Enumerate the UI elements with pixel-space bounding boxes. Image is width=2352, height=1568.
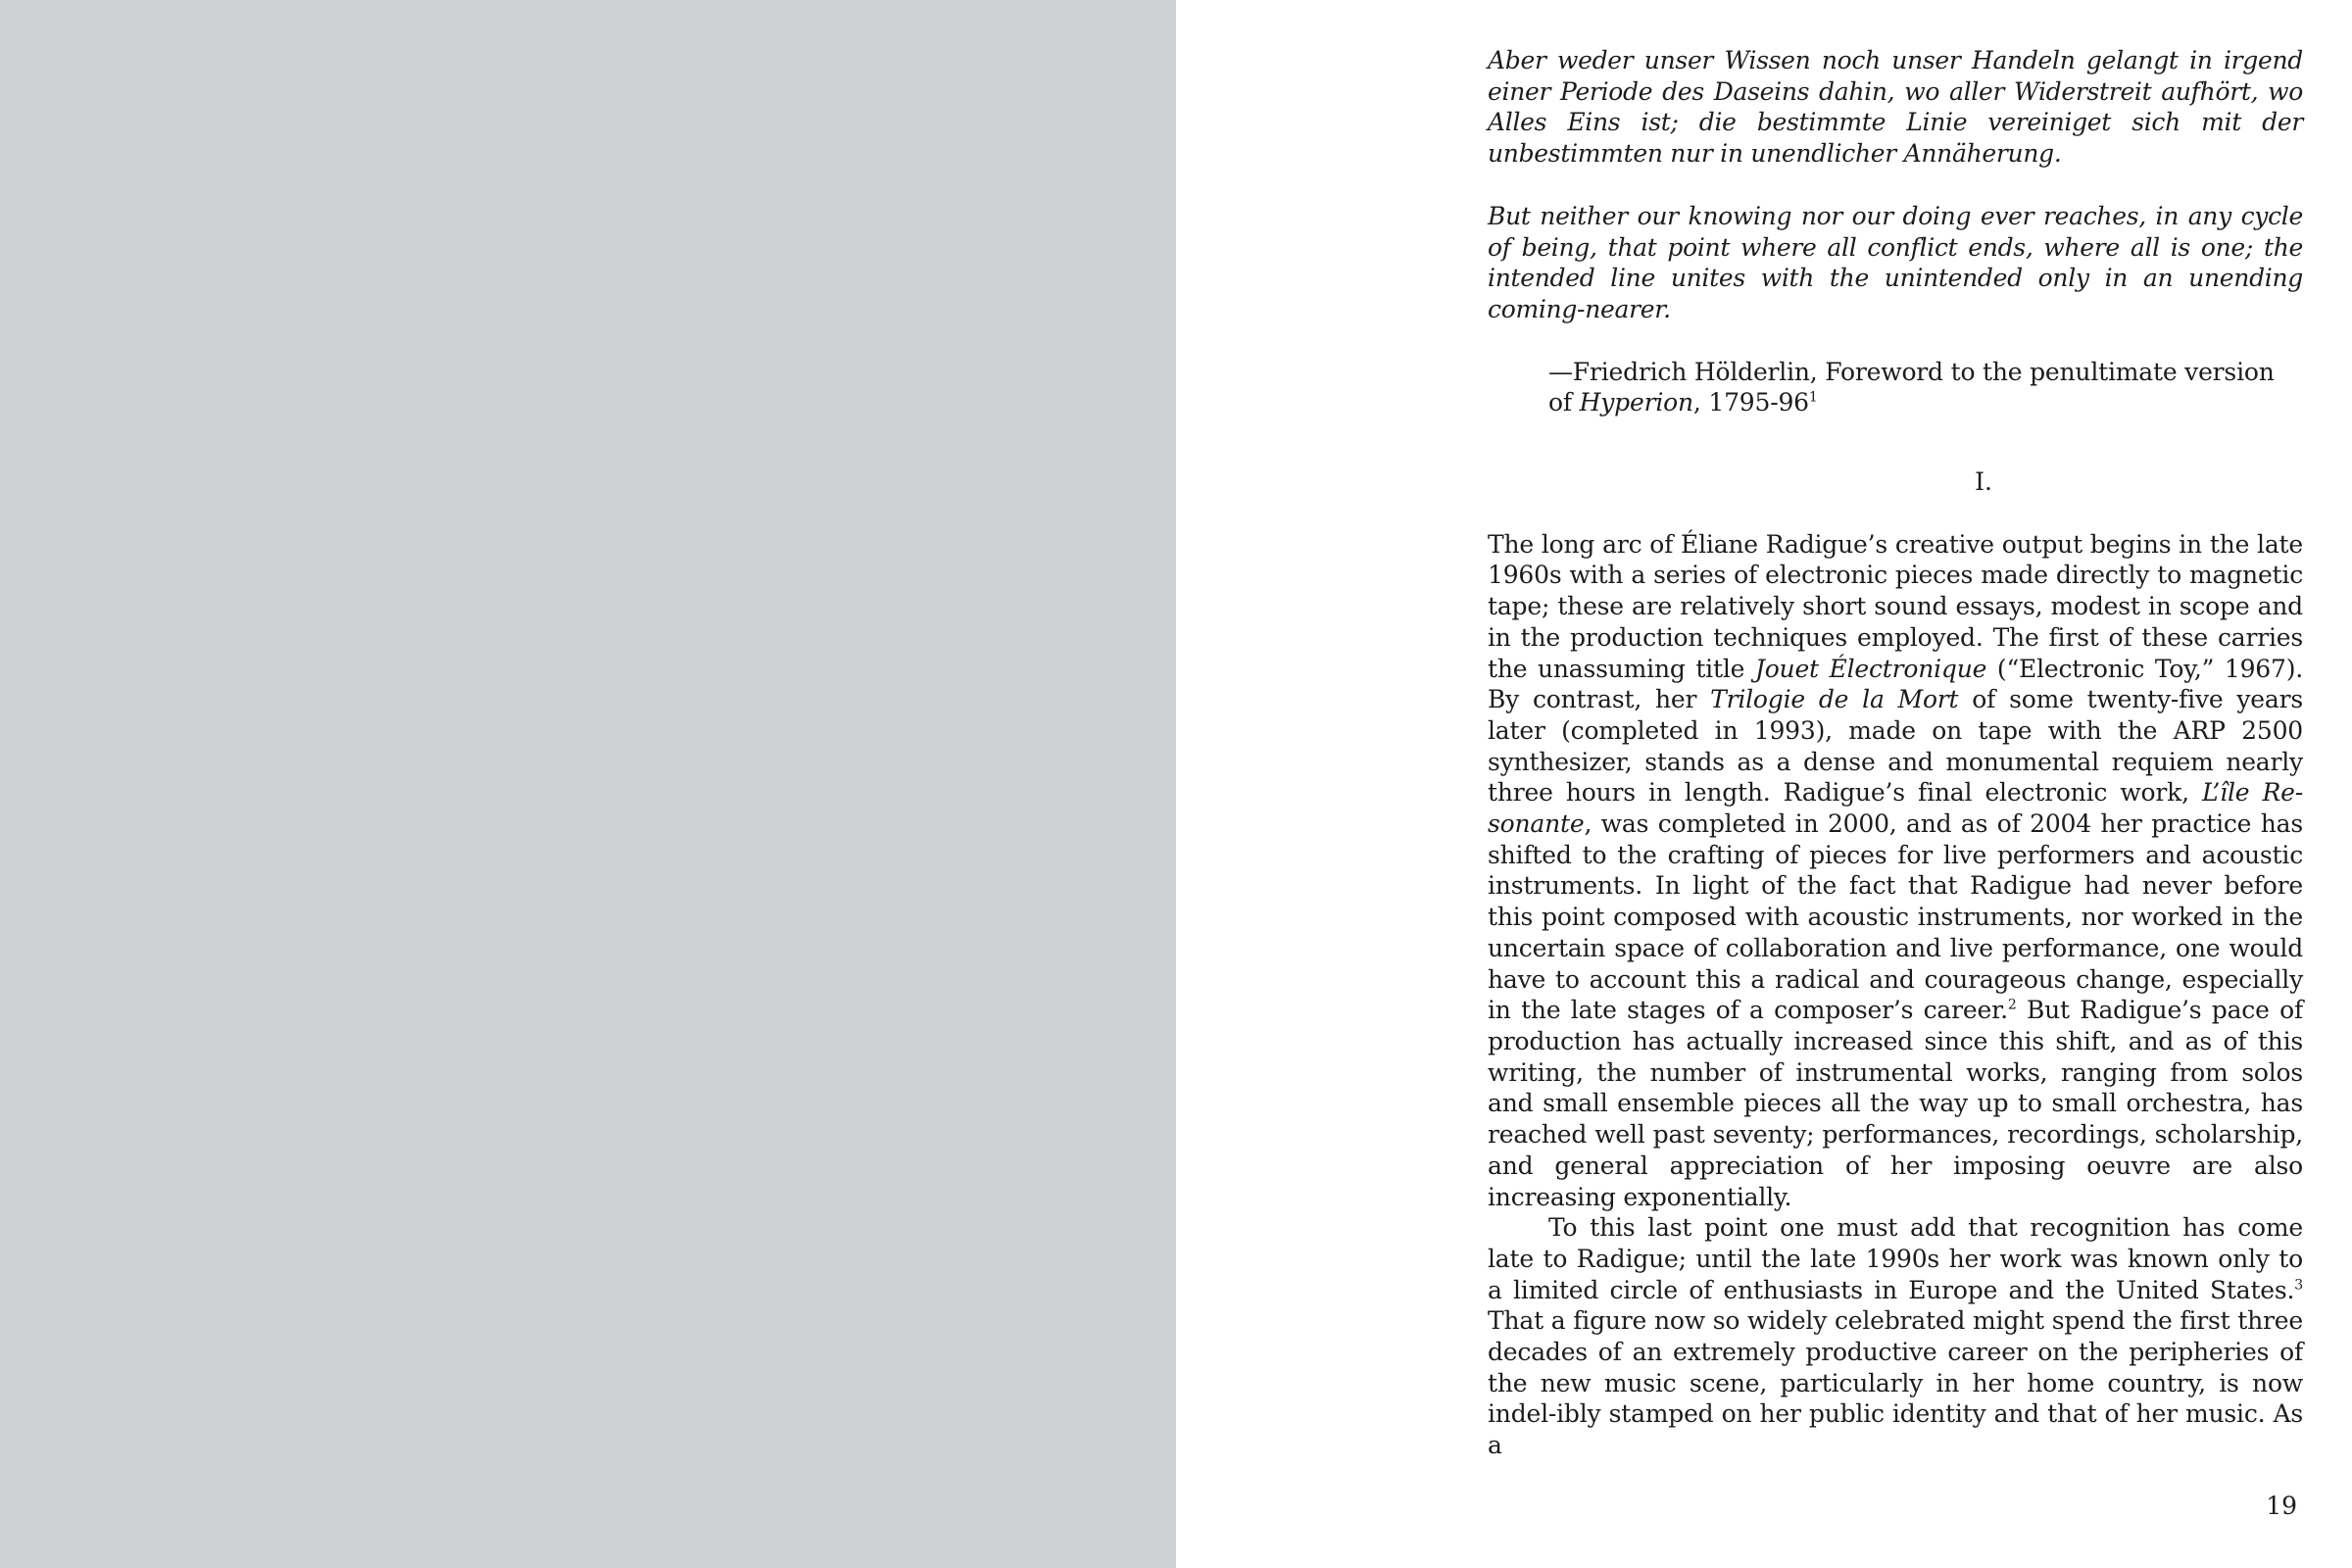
- attribution-prefix: —Friedrich Hölderlin, Foreword to the penultimate version of: [1548, 357, 2275, 417]
- body-paragraph-1: [1488, 529, 2303, 1212]
- epigraph-attribution: [1548, 357, 2303, 418]
- para1-text-5: But Radigue’s pace of production has actually increased since this shift, and as of this writing, the number of instrumental works, ranging from solos and small ensemble pieces all the way up to small orchestra, has reached well past seventy; performances, recordings, scholarship, and general appreciation of her imposing oeuvre are also increasing exponentially.: [1488, 996, 2303, 1211]
- epigraph-english: But neither our knowing nor our doing ever reaches, in any cycle of being, that point where all conflict ends, where all is one; the intended line unites with the unintended only in an unending coming-nearer.: [1488, 201, 2303, 323]
- para1-text-4: , was completed in 2000, and as of 2004 her practice has shifted to the crafting of pieces for live performers and acoustic instruments. In light of the fact that Radigue had never before this point composed with acoustic instruments, nor worked in the uncertain space of collaboration and live performance, one would have to account this a radical and courageous change, especially in the late stages of a composer’s career.: [1488, 809, 2303, 1025]
- para1-title-jouet: Jouet Électronique: [1754, 654, 1987, 683]
- page-number: 19: [2266, 1492, 2297, 1520]
- para1-text-1: The long arc of Éliane Radigue’s creative output begins in the late 1960s with a series of electronic pieces made directly to magnetic tape; these are relatively short sound essays, modest in scope and in the production techniques employed. The first of these carries the unassuming title: [1488, 529, 2303, 683]
- attribution-work-title: Hyperion: [1579, 388, 1693, 417]
- para1-title-trilogie: Trilogie de la Mort: [1710, 685, 1959, 714]
- para1-text-3: of some twenty-five years later (completed in 1993), made on tape with the ARP 2500 synthesizer, stands as a dense and monumental requiem nearly three hours in length. Radigue’s final electronic work,: [1488, 685, 2303, 808]
- para2-text-2: That a figure now so widely celebrated might spend the first three decades of an extremely productive career on the peripheries of the new music scene, particularly in her home country, is now indel-ibly stamped on her public identity and that of her music. As a: [1488, 1306, 2303, 1460]
- footnote-ref-2: 2: [2007, 997, 2017, 1013]
- right-page: [1176, 0, 2352, 1568]
- epigraph-german: Aber weder unser Wissen noch unser Handeln gelangt in irgend einer Periode des Daseins dahin, wo aller Widerstreit aufhört, wo Alles Eins ist; die bestimmte Linie vereiniget sich mit der unbestimmten nur in unendlicher Annäherung.: [1488, 46, 2303, 169]
- footnote-ref-1: 1: [1808, 390, 1818, 406]
- body-paragraph-2: [1488, 1212, 2303, 1461]
- section-numeral: I.: [1975, 467, 1992, 497]
- footnote-ref-3: 3: [2294, 1277, 2303, 1294]
- para1-text-2: (“Electronic Toy,” 1967). By contrast, her: [1488, 654, 2303, 714]
- para2-text-1: To this last point one must add that recognition has come late to Radigue; until the late 1990s her work was known only to a limited circle of enthusiasts in Europe and the United States.: [1488, 1213, 2303, 1304]
- page-text-block: [1488, 45, 2303, 1461]
- attribution-date: , 1795-96: [1692, 388, 1809, 417]
- para1-title-ile: L’île Re-sonante: [1488, 778, 2303, 839]
